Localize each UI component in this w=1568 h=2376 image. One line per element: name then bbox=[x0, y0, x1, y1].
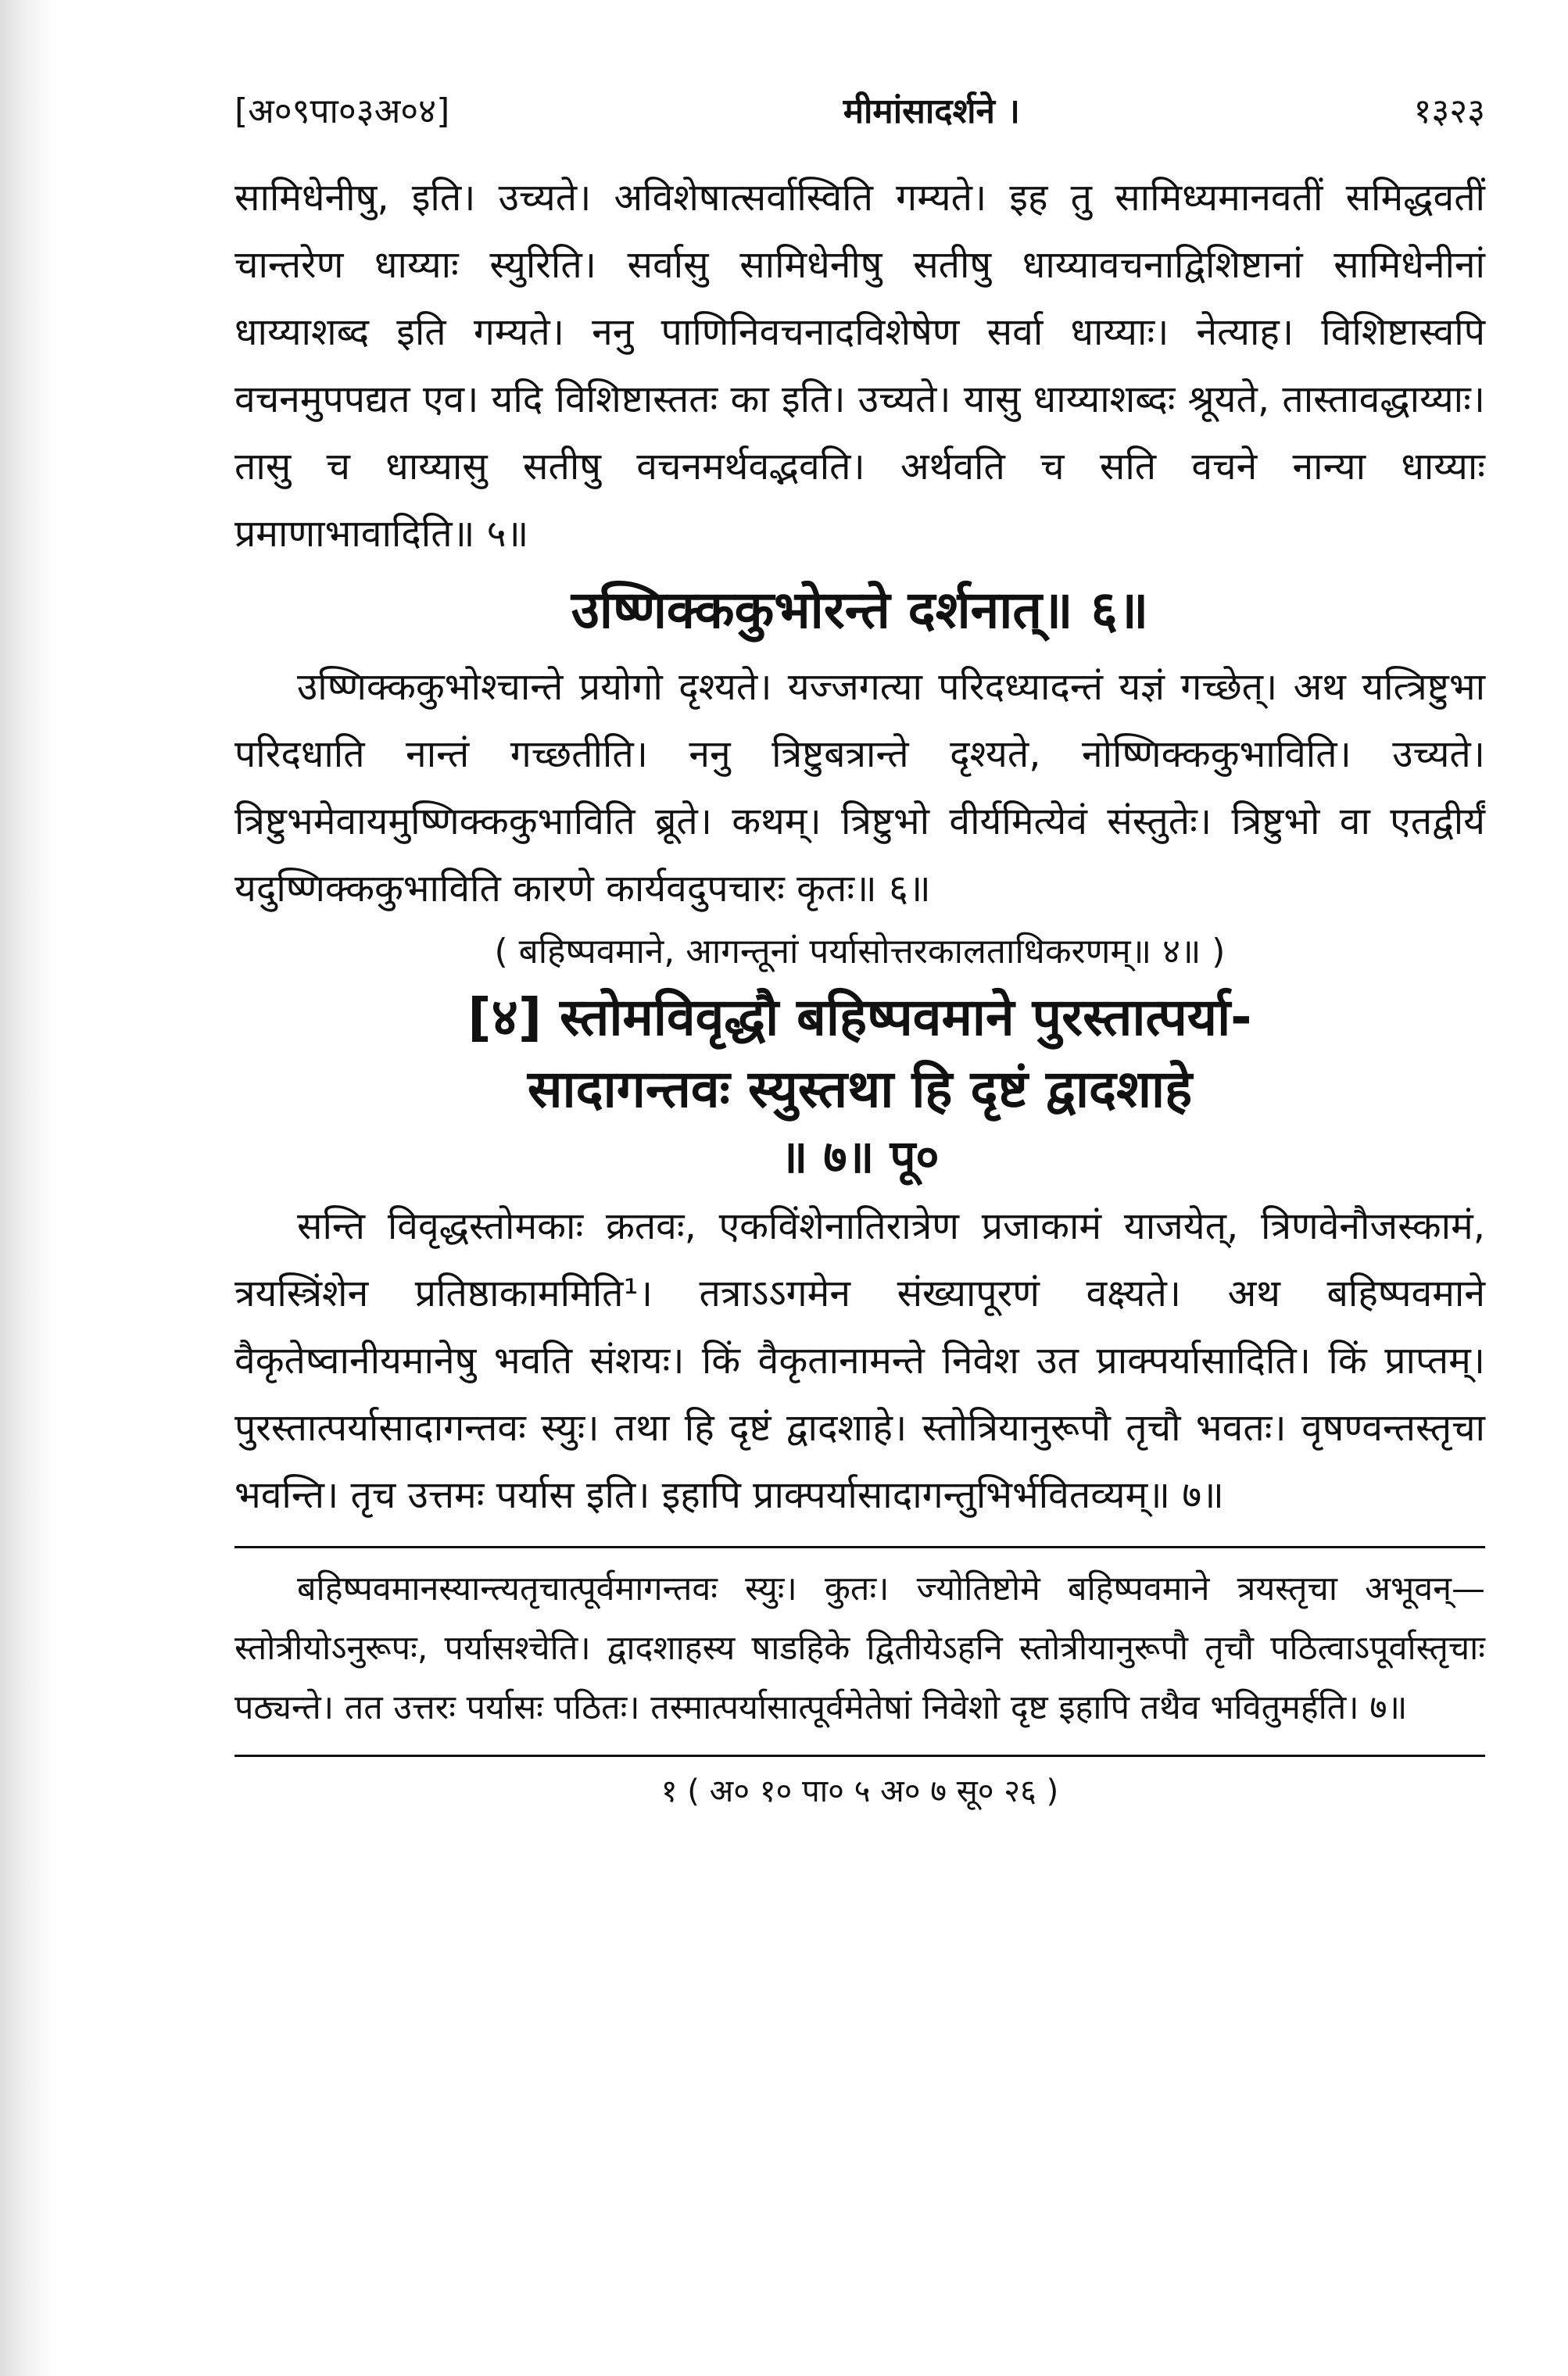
commentary-paragraph-2: उष्णिक्ककुभोश्चान्ते प्रयोगो दृश्यते। यज्जगत्या परिदध्यादन्तं यज्ञं गच्छेत्। अथ यत्त्रिष्टुभा परिदधाति नान्तं गच्छतीति। ननु त्रिष्टुबत्रान्ते दृश्यते, नोष्णिक्ककुभाविति। उच्यते। त्रिष्टुभमेवायमुष्णिक्ककुभाविति ब्रूते। कथम्। त्रिष्टुभो वीर्यमित्येवं संस्तुतेः। त्रिष्टुभो वा एतद्वीर्यं यदुष्णिक्ककुभाविति कारणे कार्यवदुपचारः कृतः॥ ६॥ bbox=[234, 665, 1485, 911]
footnote-text: बहिष्पवमानस्यान्त्यतृचात्पूर्वमागन्तवः स्युः। कुतः। ज्योतिष्टोमे बहिष्पवमाने त्रयस्तृचा अभूवन्—स्तोत्रीयोऽनुरूपः, पर्यासश्चेति। द्वादशाहस्य षाडहिके द्वितीयेऽहनि स्तोत्रीयानुरूपौ तृचौ पठित्वाऽपूर्वास्तृचाः पठ्यन्ते। तत उत्तरः पर्यासः पठितः। तस्मात्पर्यासात्पूर्वमेतेषां निवेशो दृष्ट इहापि तथैव भवितुमर्हति। ७॥ bbox=[234, 1569, 1485, 1727]
sutra-6: उष्णिक्ककुभोरन्ते दर्शनात्॥ ६॥ bbox=[571, 580, 1149, 640]
sutra-7-line-2: सादागन्तवः स्युस्तथा हि दृष्टं द्वादशाहे bbox=[527, 1059, 1193, 1119]
footnote bbox=[234, 1559, 1485, 1737]
commentary-paragraph-1: सामिधेनीषु, इति। उच्यते। अविशेषात्सर्वास्विति गम्यते। इह तु सामिध्यमानवतीं समिद्धवतीं चान्तरेण धाय्याः स्युरिति। सर्वासु सामिधेनीषु सतीषु धाय्यावचनाद्विशिष्टानां सामिधेनीनां धाय्याशब्द इति गम्यते। ननु पाणिनिवचनादविशेषेण सर्वा धाय्याः। नेत्याह। विशिष्टास्वपि वचनमुपपद्यत एव। यदि विशिष्टास्ततः का इति। उच्यते। यासु धाय्याशब्दः श्रूयते, तास्तावद्धाय्याः। तासु च धाय्यासु सतीषु वचनमर्थवद्भवति। अर्थवति च सति वचने नान्या धाय्याः प्रमाणाभावादिति॥ ५॥ bbox=[234, 176, 1485, 556]
page-number: १३२३ bbox=[1413, 91, 1485, 131]
adhikarana-title: ( बहिष्पवमाने, आगन्तूनां पर्यासोत्तरकालताधिकरणम्॥ ४॥ ) bbox=[494, 932, 1226, 972]
reference-note: १ ( अ० १० पा० ५ अ० ७ सू० २६ ) bbox=[660, 1773, 1059, 1809]
header-title: मीमांसादर्शने । bbox=[843, 91, 1020, 131]
reference-divider bbox=[234, 1755, 1485, 1757]
commentary-paragraph-3: सन्ति विवृद्धस्तोमकाः क्रतवः, एकविंशेनातिरात्रेण प्रजाकामं याजयेत्, त्रिणवेनौजस्कामं, त्रयस्त्रिंशेन प्रतिष्ठाकाममिति¹। तत्राऽऽगमेन संख्यापूरणं वक्ष्यते। अथ बहिष्पवमाने वैकृतेष्वानीयमानेषु भवति संशयः। किं वैकृतानामन्ते निवेश उत प्राक्पर्यासादिति। किं प्राप्तम्। पुरस्तात्पर्यासादागन्तवः स्युः। तथा हि दृष्टं द्वादशाहे। स्तोत्रियानुरूपौ तृचौ भवतः। वृषण्वन्तस्तृचा भवन्ति। तृच उत्तमः पर्यास इति। इहापि प्राक्पर्यासादागन्तुभिर्भवितव्यम्॥ ७॥ bbox=[234, 1204, 1485, 1517]
book-spine-shadow bbox=[0, 0, 55, 2376]
sutra-7-line-1: [४] स्तोमविवृद्धौ बहिष्पवमाने पुरस्तात्पर्या- bbox=[467, 987, 1252, 1047]
footnote-divider bbox=[234, 1546, 1485, 1548]
running-header bbox=[234, 86, 1485, 133]
page-content bbox=[234, 86, 1485, 1815]
sutra-7-number: ॥ ७॥ पू० bbox=[780, 1130, 940, 1183]
header-reference: [अ०९पा०३अ०४] bbox=[234, 91, 450, 131]
